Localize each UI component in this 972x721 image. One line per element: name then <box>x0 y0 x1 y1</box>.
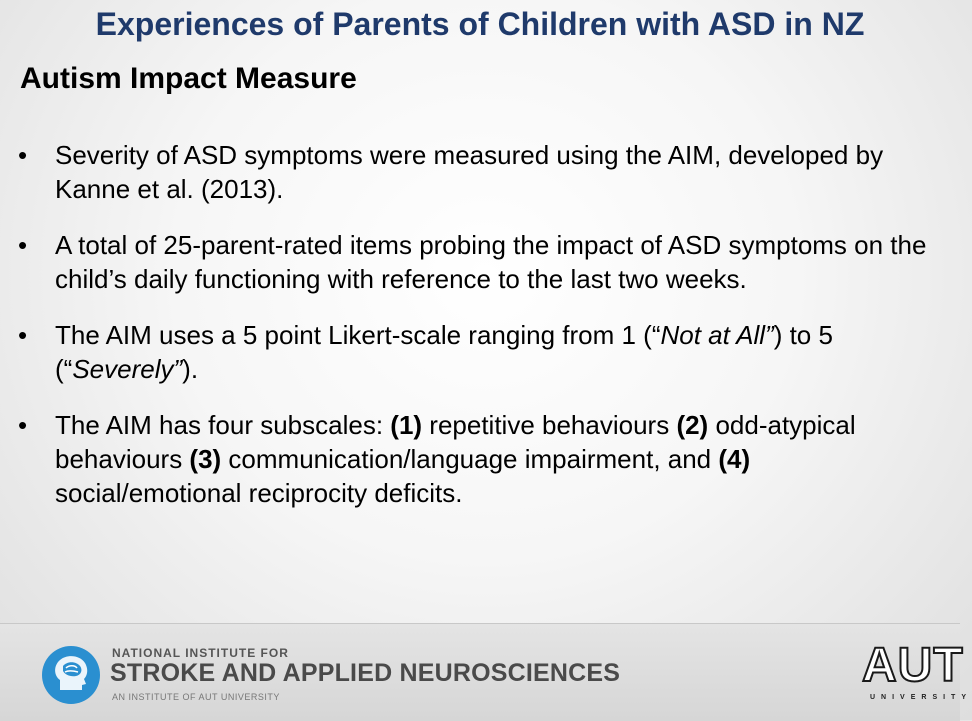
bullet-text: communication/language impairment, and <box>221 444 719 474</box>
bullet-text: Severity of ASD symptoms were measured using the AIM, developed by Kanne et al. (2013). <box>55 140 884 204</box>
bullet-marker: • <box>18 410 28 440</box>
bullet-text: ) to 5 (“ <box>55 320 833 384</box>
bullet-item <box>18 408 943 510</box>
bullet-text: A total of 25-parent-rated items probing the impact of ASD symptoms on the child’s daily functioning with reference to the last two weeks. <box>55 230 927 294</box>
slide-subtitle: Autism Impact Measure <box>20 62 357 95</box>
bullet-text: The AIM uses a 5 point Likert-scale ranging from 1 (“ <box>55 320 661 350</box>
bullet-text: ). <box>182 354 199 384</box>
bullet-text: (3) <box>189 444 222 474</box>
bullet-marker: • <box>18 140 28 170</box>
bullet-item <box>18 228 943 296</box>
slide-title: Experiences of Parents of Children with ASD in NZ <box>95 6 865 42</box>
bullet-item <box>18 138 943 206</box>
institute-name-line2: STROKE AND APPLIED NEUROSCIENCES <box>110 659 621 687</box>
bullet-text: Severely” <box>72 354 183 384</box>
bullet-item <box>18 318 943 386</box>
bullet-text: (2) <box>676 410 709 440</box>
footer-bar <box>0 623 972 721</box>
brain-head-icon <box>42 646 100 704</box>
bullet-text: (1) <box>390 410 423 440</box>
bullet-text: odd-atypical behaviours <box>55 410 856 474</box>
institute-name-line3: AN INSTITUTE OF AUT UNIVERSITY <box>112 692 280 702</box>
bullet-text: (4) <box>718 444 751 474</box>
institute-name-line1: NATIONAL INSTITUTE FOR <box>112 646 289 660</box>
bullet-text: The AIM has four subscales: <box>55 410 391 440</box>
bullet-marker: • <box>18 230 28 260</box>
aut-logo-university: UNIVERSITY <box>870 694 972 701</box>
aut-logo: AUT <box>862 639 964 692</box>
bullet-text: social/emotional reciprocity deficits. <box>55 478 463 508</box>
bullet-text: Not at All” <box>660 320 774 350</box>
bullet-list <box>18 138 943 532</box>
bullet-marker: • <box>18 320 28 350</box>
bullet-text: repetitive behaviours <box>422 410 677 440</box>
